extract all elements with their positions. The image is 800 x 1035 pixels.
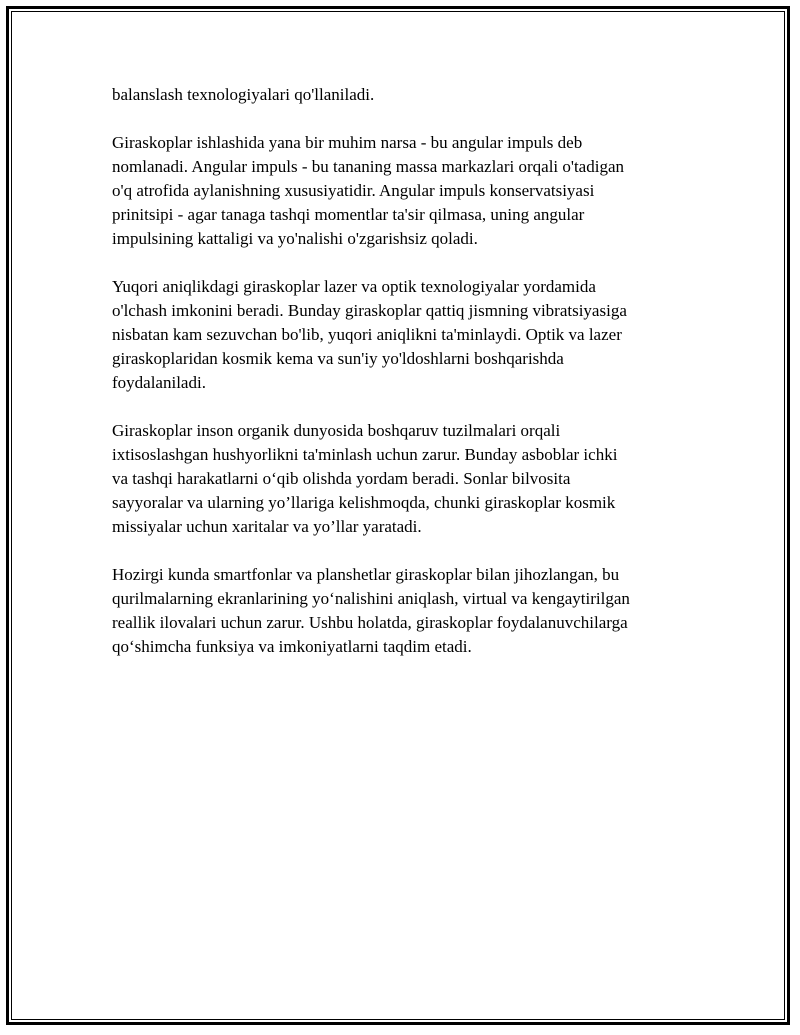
text-line: o'lchash imkonini beradi. Bunday giraskoplar qattiq jismning vibratsiyasiga [112,301,627,320]
text-line: foydalaniladi. [112,373,206,392]
text-line: va tashqi harakatlarni o‘qib olishda yordam beradi. Sonlar bilvosita [112,469,571,488]
text-line: o'q atrofida aylanishning xususiyatidir. Angular impuls konservatsiyasi [112,181,595,200]
paragraph-5 [112,563,702,659]
text-line: Giraskoplar ishlashida yana bir muhim narsa - bu angular impuls deb [112,133,583,152]
text-line: missiyalar uchun xaritalar va yo’llar yaratadi. [112,517,422,536]
text-line: reallik ilovalari uchun zarur. Ushbu holatda, giraskoplar foydalanuvchilarga [112,613,628,632]
text-line: nisbatan kam sezuvchan bo'lib, yuqori aniqlikni ta'minlaydi. Optik va lazer [112,325,622,344]
text-line: prinitsipi - agar tanaga tashqi momentlar ta'sir qilmasa, uning angular [112,205,585,224]
text-line: giraskoplaridan kosmik kema va sun'iy yo'ldoshlarni boshqarishda [112,349,564,368]
text-line: qurilmalarning ekranlarining yo‘nalishini aniqlash, virtual va kengaytirilgan [112,589,630,608]
text-line: Giraskoplar inson organik dunyosida boshqaruv tuzilmalari orqali [112,421,561,440]
text-line: nomlanadi. Angular impuls - bu tananing massa markazlari orqali o'tadigan [112,157,624,176]
paragraph-3 [112,275,702,395]
text-line: Hozirgi kunda smartfonlar va planshetlar giraskoplar bilan jihozlangan, bu [112,565,620,584]
document-body [112,83,702,683]
text-line: qo‘shimcha funksiya va imkoniyatlarni taqdim etadi. [112,637,472,656]
paragraph-1 [112,83,702,107]
text-line: Yuqori aniqlikdagi giraskoplar lazer va optik texnologiyalar yordamida [112,277,596,296]
paragraph-2 [112,131,702,251]
paragraph-4 [112,419,702,539]
text-line: impulsining kattaligi va yo'nalishi o'zgarishsiz qoladi. [112,229,478,248]
text-line: sayyoralar va ularning yo’llariga kelishmoqda, chunki giraskoplar kosmik [112,493,616,512]
text-line: ixtisoslashgan hushyorlikni ta'minlash uchun zarur. Bunday asboblar ichki [112,445,618,464]
text-line: balanslash texnologiyalari qo'llaniladi. [112,85,375,104]
